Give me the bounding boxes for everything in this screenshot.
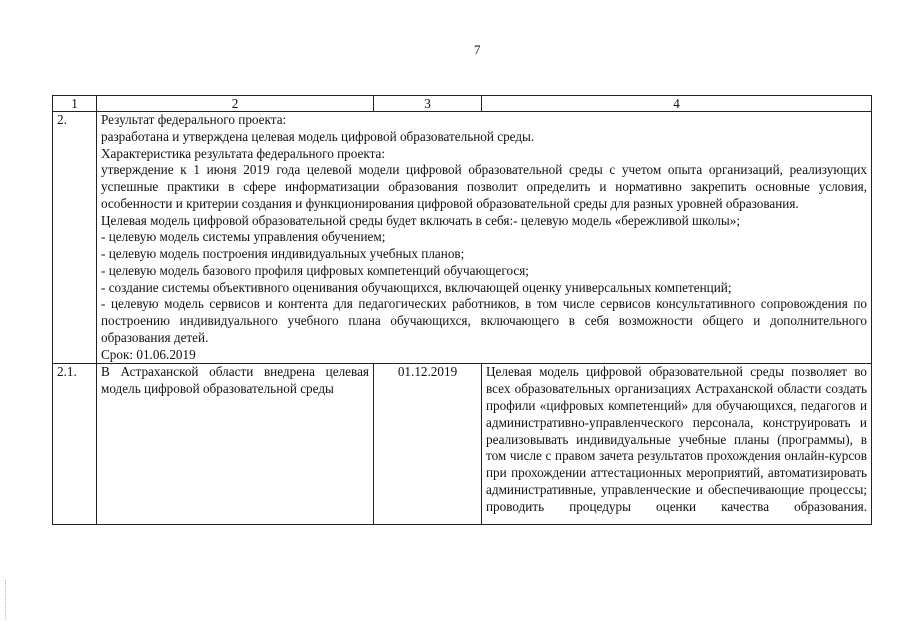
row-2-line: - целевую модель базового профиля цифровых компетенций обучающегося; bbox=[101, 262, 529, 278]
header-col-3: 3 bbox=[374, 96, 482, 112]
row-2-line: Результат федерального проекта: bbox=[101, 112, 287, 127]
row-2 bbox=[53, 112, 872, 364]
row-2-line: Целевая модель цифровой образовательной среды будет включать в себя:- целевую модель «бережливой школы»; bbox=[101, 212, 740, 228]
row-2-line: Срок: 01.06.2019 bbox=[101, 346, 196, 362]
page-number: 7 bbox=[474, 42, 481, 57]
row-2-number: 2. bbox=[53, 112, 97, 364]
header-row bbox=[53, 96, 872, 112]
row-2-1-description: Целевая модель цифровой образовательной среды позволяет во всех образовательных организациях Астраханской области создать профили «цифровых компетенций» для обучающихся, педагогов и административно-управленческого персонала, конструировать и реализовывать индивидуальные учебные планы (программы), в том числе с правом зачета результатов прохождения онлайн-курсов при прохождении аттестационных мероприятий, автоматизировать административные, управленческие и обеспечивающие процессы; проводить процедуры оценки качества образования. bbox=[482, 364, 872, 525]
row-2-line: - целевую модель сервисов и контента для педагогических работников, в том числе сервисов консультативного сопровождения по построению индивидуального учебного плана обучающихся, включающего в себя возможности общего и дополнительного образования детей. bbox=[101, 296, 867, 345]
row-2-line: Характеристика результата федерального проекта: bbox=[101, 145, 386, 161]
header-col-4: 4 bbox=[482, 96, 872, 112]
row-2-line: - создание системы объективного оценивания обучающихся, включающей оценку универсальных компетенций; bbox=[101, 279, 732, 295]
document-table bbox=[52, 95, 872, 525]
row-2-line: - целевую модель системы управления обучением; bbox=[101, 229, 386, 245]
row-2-1-date: 01.12.2019 bbox=[374, 364, 482, 525]
row-2-1 bbox=[53, 364, 872, 525]
scan-edge-mark bbox=[5, 580, 8, 620]
row-2-1-title: В Астраханской области внедрена целевая модель цифровой образовательной среды bbox=[97, 364, 374, 525]
row-2-line: утверждение к 1 июня 2019 года целевой модели цифровой образовательной среды с учетом опыта организаций, реализующих успешные практики в сфере информатизации образования позволит определить и нормативно закрепить основные условия, особенности и критерии создания и функционирования цифровой образовательной среды для разных уровней образования. bbox=[101, 162, 867, 211]
header-col-2: 2 bbox=[97, 96, 374, 112]
row-2-line: разработана и утверждена целевая модель цифровой образовательной среды. bbox=[101, 128, 535, 144]
header-col-1: 1 bbox=[53, 96, 97, 112]
row-2-content bbox=[97, 112, 872, 364]
row-2-line: - целевую модель построения индивидуальных учебных планов; bbox=[101, 246, 465, 262]
row-2-1-number: 2.1. bbox=[53, 364, 97, 525]
